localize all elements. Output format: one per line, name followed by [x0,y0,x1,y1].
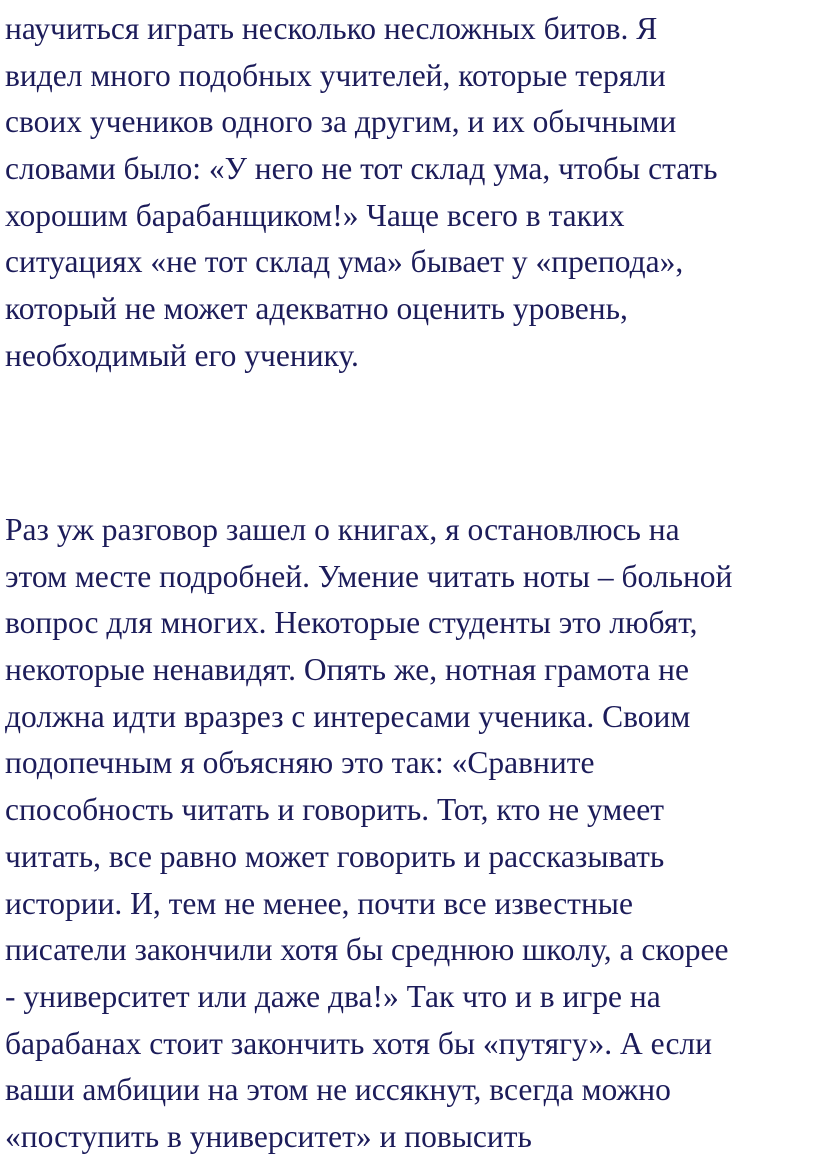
text-line: некоторые ненавидят. Опять же, нотная грамота не [5,652,689,688]
paragraph [5,507,732,1161]
text-line: - университет или даже два!» Так что и в игре на [5,978,661,1014]
text-line: подопечным я объясняю это так: «Сравните [5,745,595,781]
text-line: должна идти вразрез с интересами ученика. Своим [5,698,691,734]
text-line: хорошим барабанщиком!» Чаще всего в таких [5,197,625,233]
text-line: необходимый его ученику. [5,337,359,373]
text-line: ситуациях «не тот склад ума» бывает у «препода», [5,244,684,280]
paragraph [5,6,718,380]
text-line: словами было: «У него не тот склад ума, чтобы стать [5,151,718,187]
text-line: этом месте подробней. Умение читать ноты – больной [5,558,733,594]
text-line: барабанах стоит закончить хотя бы «путягу». А если [5,1025,712,1061]
text-line: писатели закончили хотя бы среднюю школу, а скорее [5,932,729,968]
text-line: научиться играть несколько несложных битов. Я [5,11,658,46]
text-line: способность читать и говорить. Тот, кто не умеет [5,792,664,828]
text-line: вопрос для многих. Некоторые студенты это любят, [5,605,698,641]
text-line: читать, все равно может говорить и рассказывать [5,838,665,874]
text-line: который не может адекватно оценить уровень, [5,291,628,327]
text-line: Раз уж разговор зашел о книгах, я остановлюсь на [5,512,680,547]
text-line: своих учеников одного за другим, и их обычными [5,104,677,140]
text-line: истории. И, тем не менее, почти все известные [5,885,633,921]
text-line: ваши амбиции на этом не иссякнут, всегда можно [5,1072,671,1108]
text-line: «поступить в университет» и повысить [5,1118,532,1154]
text-line: видел много подобных учителей, которые теряли [5,57,666,93]
